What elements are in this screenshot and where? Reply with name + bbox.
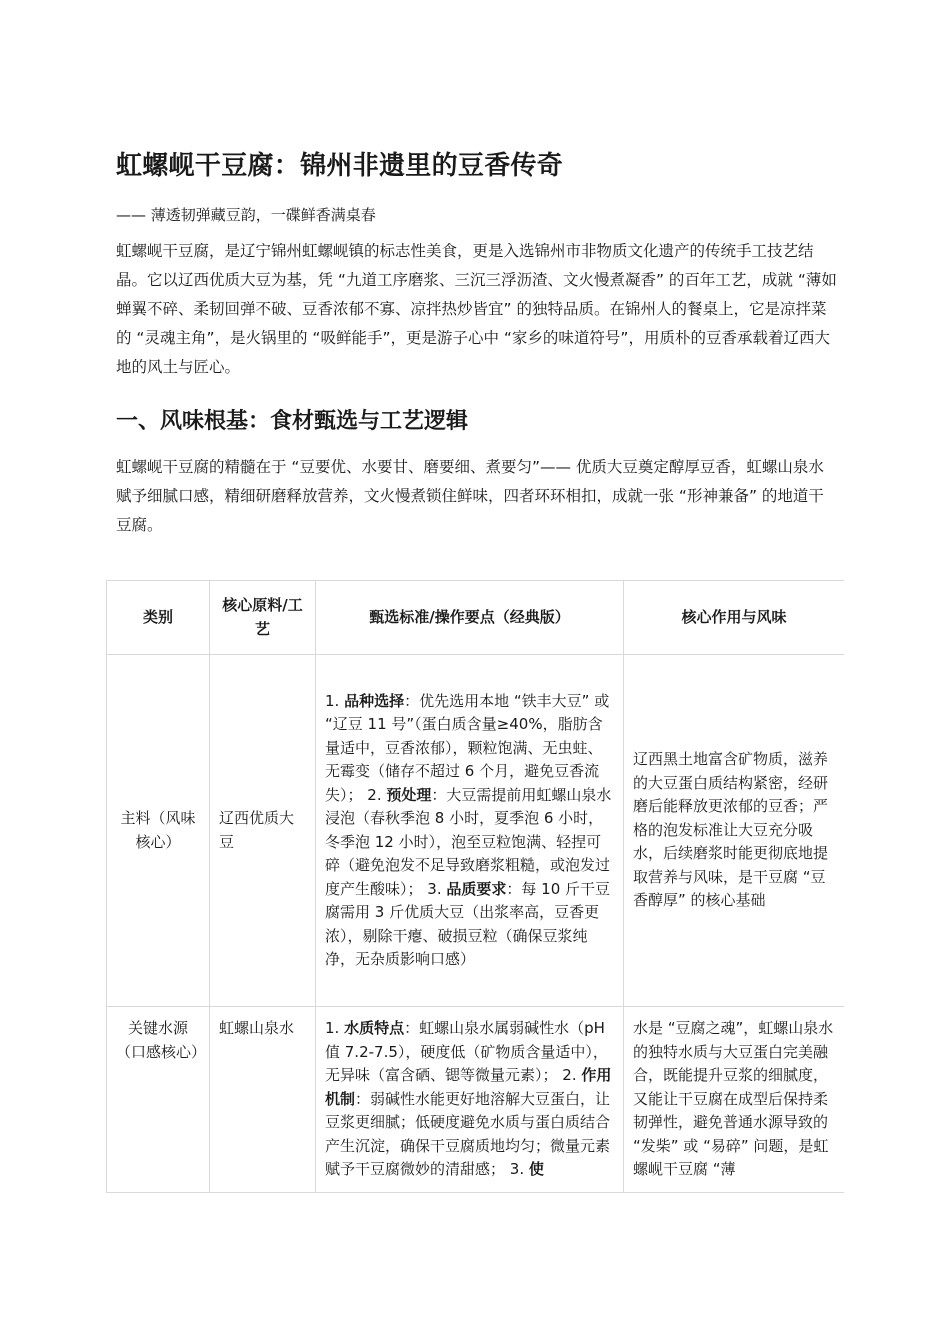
standard-cell	[316, 1007, 624, 1193]
step-label: 作用机制	[325, 1066, 612, 1108]
material-cell: 虹螺山泉水	[210, 1007, 316, 1193]
step-number: 1.	[325, 691, 345, 710]
page-title: 虹螺岘干豆腐：锦州非遗里的豆香传奇	[116, 151, 564, 181]
material-cell: 辽西优质大豆	[210, 655, 316, 1007]
table-row	[107, 655, 845, 1007]
step-text: ：每 10 斤干豆腐需用 3 斤优质大豆（出浆率高，豆香更浓），剔除干瘪、破损豆粒（确保豆浆纯净，无杂质影响口感）	[325, 879, 611, 968]
table-header-row	[107, 581, 845, 655]
category-cell: 主料（风味核心）	[107, 655, 210, 1007]
step-number: 1.	[325, 1019, 345, 1037]
intro-paragraph: 虹螺岘干豆腐，是辽宁锦州虹螺岘镇的标志性美食，更是入选锦州市非物质文化遗产的传统手工技艺结晶。它以辽西优质大豆为基，凭 “九道工序磨浆、三沉三浮沥渣、文火慢煮凝香” 的百年工艺，成就 “薄如蝉翼不碎、柔韧回弹不破、豆香浓郁不寡、凉拌热炒皆宜” 的独特品质。在锦州人的餐桌上，它是凉拌菜的 “灵魂主角”，是火锅里的 “吸鲜能手”，更是游子心中 “家乡的味道符号”，用质朴的豆香承载着辽西大地的风土与匠心。	[116, 242, 837, 376]
step-text: ：优先选用本地 “铁丰大豆” 或 “辽豆 11 号”（蛋白质含量≥40%，脂肪含量适中，豆香浓郁），颗粒饱满、无虫蛀、无霉变（储存不超过 6 个月，避免豆香流失）；	[325, 691, 610, 804]
header-material: 核心原料/工艺	[210, 581, 316, 655]
step-label: 水质特点	[344, 1019, 405, 1037]
section-heading: 一、风味根基：食材甄选与工艺逻辑	[116, 409, 469, 434]
step-number: 3.	[422, 879, 447, 898]
step-text: ：大豆需提前用虹螺山泉水浸泡（春秋季泡 8 小时，夏季泡 6 小时，冬季泡 12 小时），泡至豆粒饱满、轻捏可碎（避免泡发不足导致磨浆粗糙，或泡发过度产生酸味）；	[325, 785, 612, 898]
step-text: ：弱碱性水能更好地溶解大豆蛋白，让豆浆更细腻；低硬度避免水质与蛋白质结合产生沉淀，确保干豆腐质地均匀；微量元素赋予干豆腐微妙的清甜感；	[325, 1089, 611, 1178]
effect-cell: 辽西黑土地富含矿物质，滋养的大豆蛋白质结构紧密，经研磨后能释放更浓郁的豆香；严格的泡发标准让大豆充分吸水，后续磨浆时能更彻底地提取营养与风味，是干豆腐 “豆香醇厚” 的核心基础	[624, 655, 845, 1007]
step-label: 品种选择	[344, 691, 405, 710]
effect-cell: 水是 “豆腐之魂”，虹螺山泉水的独特水质与大豆蛋白完美融合，既能提升豆浆的细腻度，又能让干豆腐在成型后保持柔韧弹性，避免普通水源导致的 “发柴” 或 “易碎” 问题，是虹螺岘干豆腐 “薄	[624, 1007, 845, 1193]
header-standard: 甄选标准/操作要点（经典版）	[316, 581, 624, 655]
table-row	[107, 1007, 845, 1193]
step-label: 使	[528, 1160, 544, 1178]
header-category: 类别	[107, 581, 210, 655]
header-effect: 核心作用与风味	[624, 581, 845, 655]
step-number: 2.	[557, 1066, 582, 1084]
step-label: 预处理	[386, 785, 432, 804]
step-label: 品质要求	[446, 879, 507, 898]
subtitle: —— 薄透韧弹藏豆韵，一碟鲜香满桌春	[116, 206, 376, 224]
step-number: 2.	[362, 785, 387, 804]
standard-cell	[316, 655, 624, 1007]
category-cell: 关键水源（口感核心）	[107, 1007, 210, 1193]
step-number: 3.	[505, 1160, 529, 1178]
section-paragraph: 虹螺岘干豆腐的精髓在于 “豆要优、水要甘、磨要细、煮要匀”—— 优质大豆奠定醇厚豆香，虹螺山泉水赋予细腻口感，精细研磨释放营养，文火慢煮锁住鲜味，四者环环相扣，成就一张 “形神兼备” 的地道干豆腐。	[116, 458, 824, 534]
step-text: ：虹螺山泉水属弱碱性水（pH 值 7.2-7.5），硬度低（矿物质含量适中），无异味（富含硒、锶等微量元素）；	[325, 1019, 608, 1084]
ingredients-table	[106, 580, 844, 1210]
